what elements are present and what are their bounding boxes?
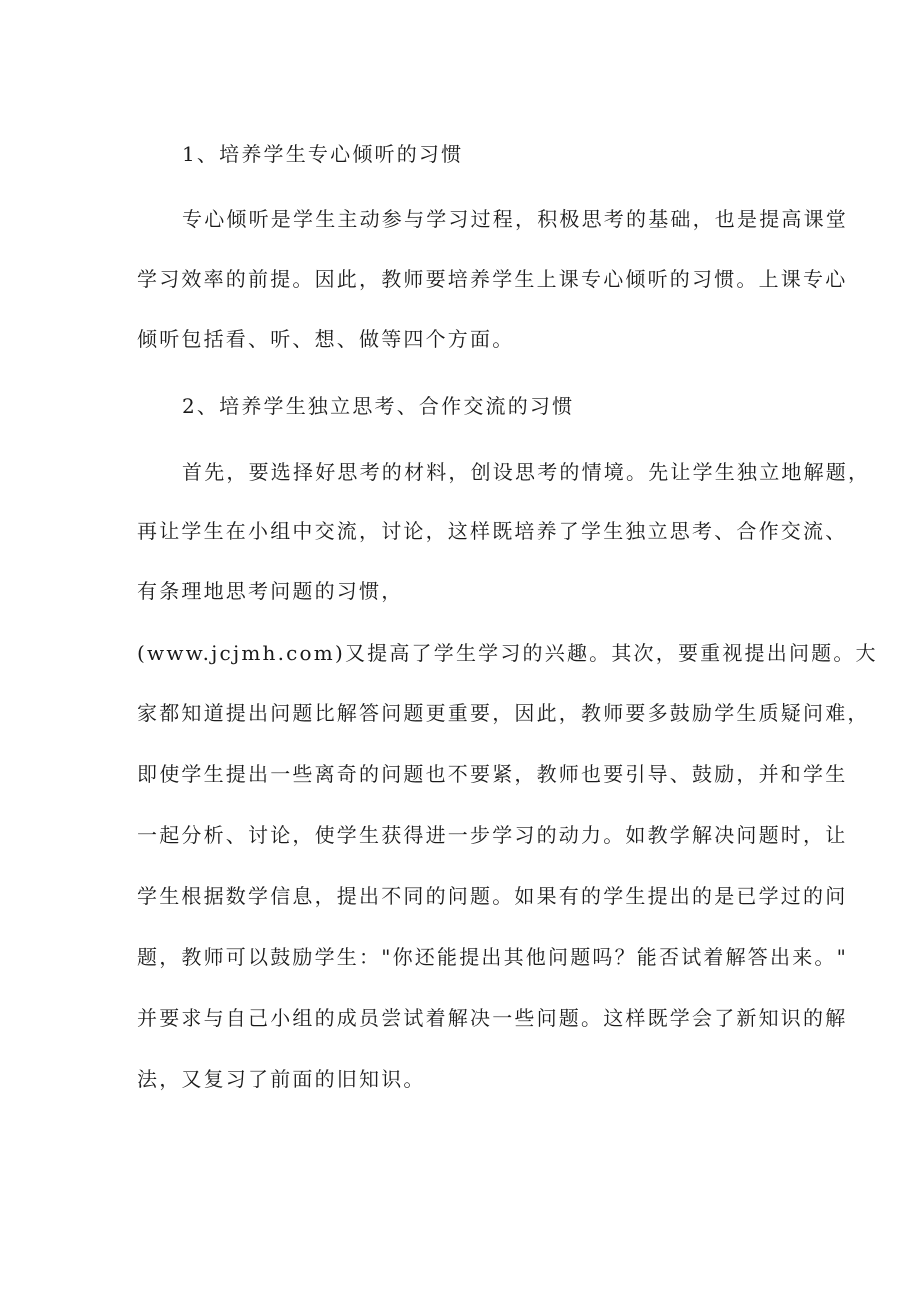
- section-heading-1: 1、培养学生专心倾听的习惯: [182, 142, 464, 166]
- paragraph-line: 倾听包括看、听、想、做等四个方面。: [137, 327, 515, 351]
- paragraph-line: 并要求与自己小组的成员尝试着解决一些问题。这样既学会了新知识的解: [137, 1006, 848, 1030]
- paragraph-line: 一起分析、讨论，使学生获得进一步学习的动力。如教学解决问题时，让: [137, 823, 848, 847]
- paragraph-line: 即使学生提出一些离奇的问题也不要紧，教师也要引导、鼓励，并和学生: [137, 762, 848, 786]
- paragraph-line: 题，教师可以鼓励学生："你还能提出其他问题吗？能否试着解答出来。": [137, 945, 848, 969]
- paragraph-line: 法，又复习了前面的旧知识。: [137, 1067, 426, 1091]
- paragraph-line: (www.jcjmh.com)又提高了学生学习的兴趣。其次，要重视提出问题。大: [137, 641, 878, 665]
- paragraph-line: 家都知道提出问题比解答问题更重要，因此，教师要多鼓励学生质疑问难，: [137, 701, 870, 725]
- paragraph-line: 有条理地思考问题的习惯，: [137, 579, 404, 603]
- paragraph-line: 学习效率的前提。因此，教师要培养学生上课专心倾听的习惯。上课专心: [137, 267, 848, 291]
- paragraph-line: 专心倾听是学生主动参与学习过程，积极思考的基础，也是提高课堂: [182, 207, 848, 231]
- paragraph-line: 再让学生在小组中交流，讨论，这样既培养了学生独立思考、合作交流、: [137, 519, 848, 543]
- paragraph-line: 学生根据数学信息，提出不同的问题。如果有的学生提出的是已学过的问: [137, 884, 848, 908]
- paragraph-line: 首先，要选择好思考的材料，创设思考的情境。先让学生独立地解题，: [182, 460, 871, 484]
- section-heading-2: 2、培养学生独立思考、合作交流的习惯: [182, 394, 575, 418]
